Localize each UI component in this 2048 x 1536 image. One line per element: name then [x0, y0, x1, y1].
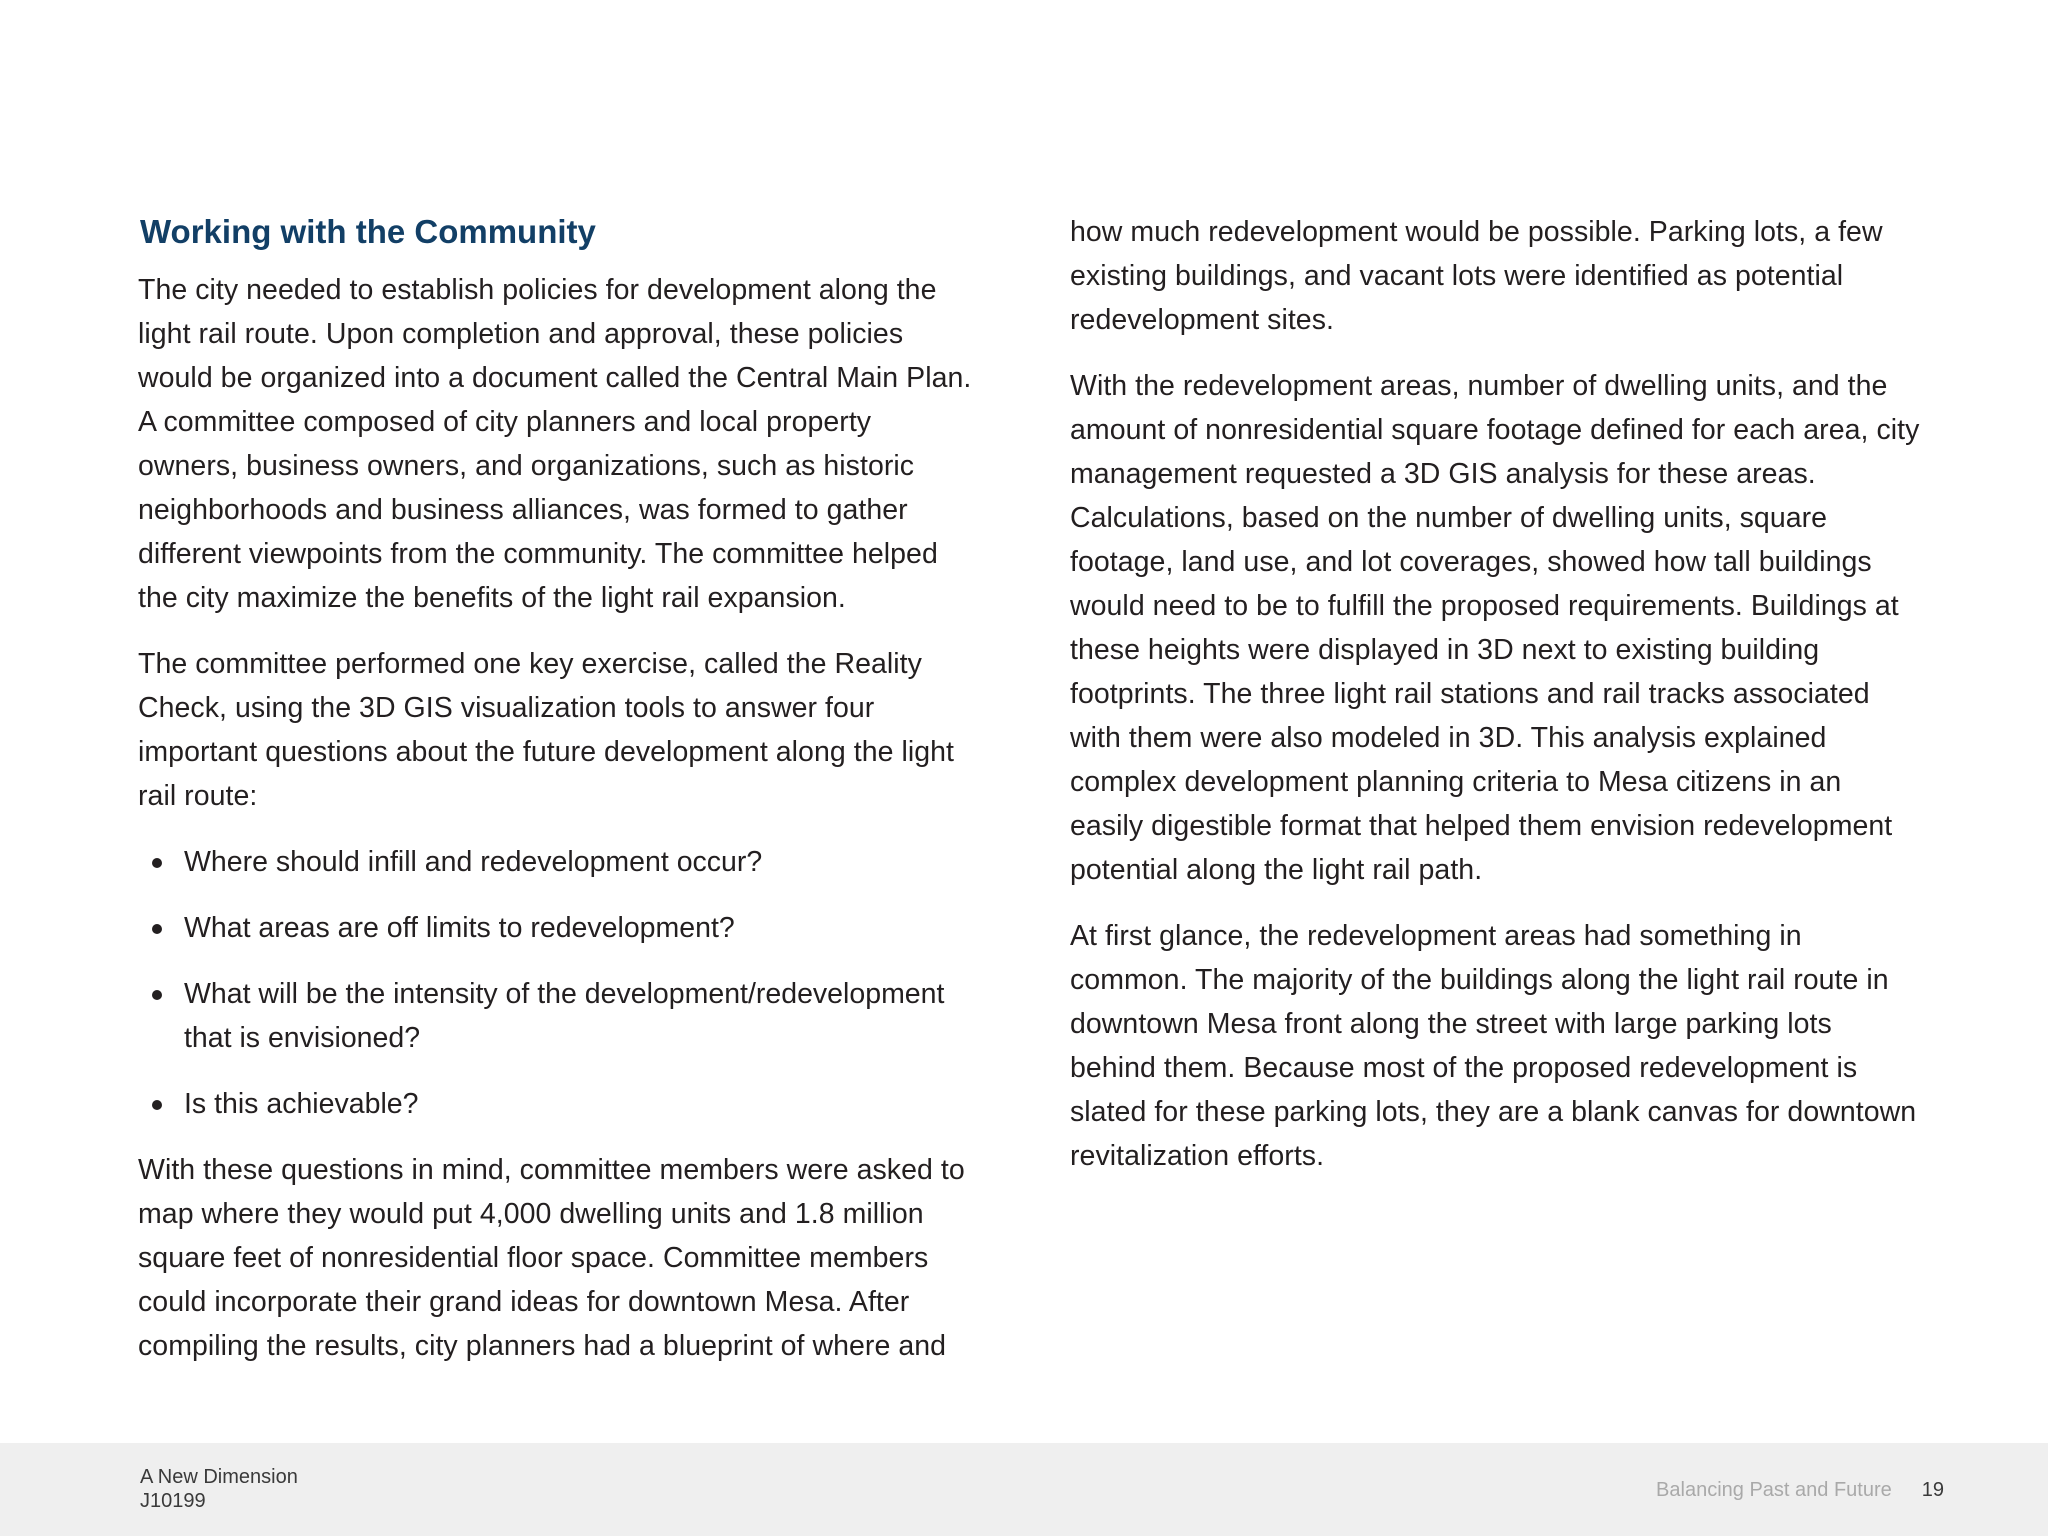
- footer-title: A New Dimension: [140, 1466, 298, 1488]
- bullet-icon: [152, 924, 162, 934]
- footer-code: J10199: [140, 1490, 206, 1512]
- page-number: 19: [1921, 1479, 1944, 1501]
- paragraph-intro: The city needed to establish policies for development along the light rail route. Upon completion and approval, these policies would be organized into a document called the Central Main Plan. A committee composed of city planners and local property owners, business owners, and organizations, such as historic neighborhoods and business alliances, was formed to gather different viewpoints from the community. The committee helped the city maximize the benefits of the light rail expansion.: [138, 274, 972, 614]
- footer-page-info: [1656, 1478, 1944, 1502]
- paragraph-first-glance: At first glance, the redevelopment areas had something in common. The majority of the buildings along the light rail route in downtown Mesa front along the street with large parking lots behind them. Because most of the proposed redevelopment is slated for these parking lots, they are a blank canvas for downtown revitalization efforts.: [1070, 920, 1917, 1172]
- left-column: [138, 210, 978, 1390]
- paragraph-mapping: With these questions in mind, committee members were asked to map where they would put 4,000 dwelling units and 1.8 million square feet of nonresidential floor space. Committee members could incorporate their grand ideas for downtown Mesa. After compiling the results, city planners had a blueprint of where and: [138, 1154, 965, 1362]
- paragraph-reality-check: The committee performed one key exercise, called the Reality Check, using the 3D GIS visualization tools to answer four important questions about the future development along the light rail route:: [138, 648, 954, 812]
- list-item: Where should infill and redevelopment occur?: [138, 840, 978, 884]
- bullet-icon: [152, 990, 162, 1000]
- right-column: [1070, 210, 1920, 1200]
- list-item: What areas are off limits to redevelopment?: [138, 906, 978, 950]
- bullet-icon: [152, 858, 162, 868]
- list-item: Is this achievable?: [138, 1082, 978, 1126]
- paragraph-analysis: With the redevelopment areas, number of dwelling units, and the amount of nonresidential square footage defined for each area, city management requested a 3D GIS analysis for these areas. Calculations, based on the number of dwelling units, square footage, land use, and lot coverages, showed how tall buildings would need to be to fulfill the proposed requirements. Buildings at these heights were displayed in 3D next to existing building footprints. The three light rail stations and rail tracks associated with them were also modeled in 3D. This analysis explained complex development planning criteria to Mesa citizens in an easily digestible format that helped them envision redevelopment potential along the light rail path.: [1070, 370, 1920, 886]
- section-heading: Working with the Community: [140, 213, 596, 250]
- paragraph-continuation: how much redevelopment would be possible. Parking lots, a few existing buildings, and vacant lots were identified as potential redevelopment sites.: [1070, 216, 1883, 336]
- page-footer: [0, 1443, 2048, 1536]
- bullet-icon: [152, 1100, 162, 1110]
- list-item: What will be the intensity of the development/redevelopment that is envisioned?: [138, 972, 978, 1060]
- questions-list: [138, 840, 978, 1126]
- footer-section-title: Balancing Past and Future: [1656, 1479, 1892, 1501]
- footer-document-info: [140, 1465, 298, 1513]
